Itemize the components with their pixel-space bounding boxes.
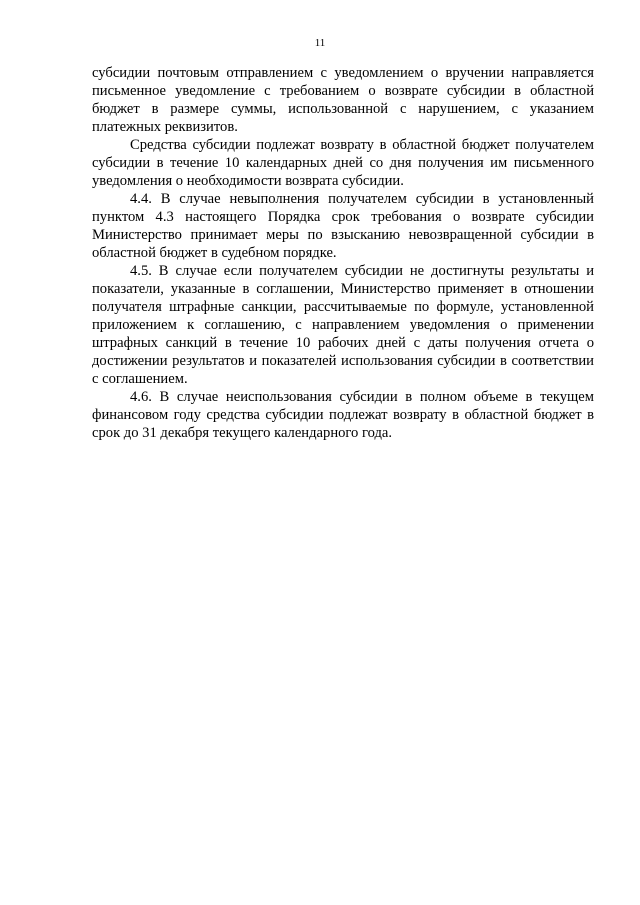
paragraph-item-4-6: 4.6. В случае неиспользования субсидии в полном объеме в текущем финансовом году средства субсидии подлежат возврату в областной бюджет в срок до 31 декабря текущего календарного года.	[92, 389, 594, 441]
paragraph-item-4-5: 4.5. В случае если получателем субсидии не достигнуты результаты и показатели, указанные в соглашении, Министерство применяет в отношении получателя штрафные санкции, рассчитываемые по формуле, установленной приложением к соглашению, с направлением уведомления о применении штрафных санкций в течение 10 рабочих дней с даты получения отчета о достижении результатов и показателей использования субсидии в соответствии с соглашением.	[92, 263, 594, 387]
paragraph-item-4-4: 4.4. В случае невыполнения получателем субсидии в установленный пунктом 4.3 настоящего Порядка срок требования о возврате субсидии Министерство принимает меры по взысканию невозвращенной субсидии в областной бюджет в судебном порядке.	[92, 191, 594, 261]
page-number: 11	[314, 37, 326, 49]
paragraph-return-deadline: Средства субсидии подлежат возврату в областной бюджет получателем субсидии в течение 10 календарных дней со дня получения им письменного уведомления о необходимости возврата субсидии.	[92, 137, 594, 189]
paragraph-continuation: субсидии почтовым отправлением с уведомлением о вручении направляется письменное уведомление с требованием о возврате субсидии в областной бюджет в размере суммы, использованной с нарушением, с указанием платежных реквизитов.	[92, 65, 594, 135]
body-text	[92, 64, 594, 442]
